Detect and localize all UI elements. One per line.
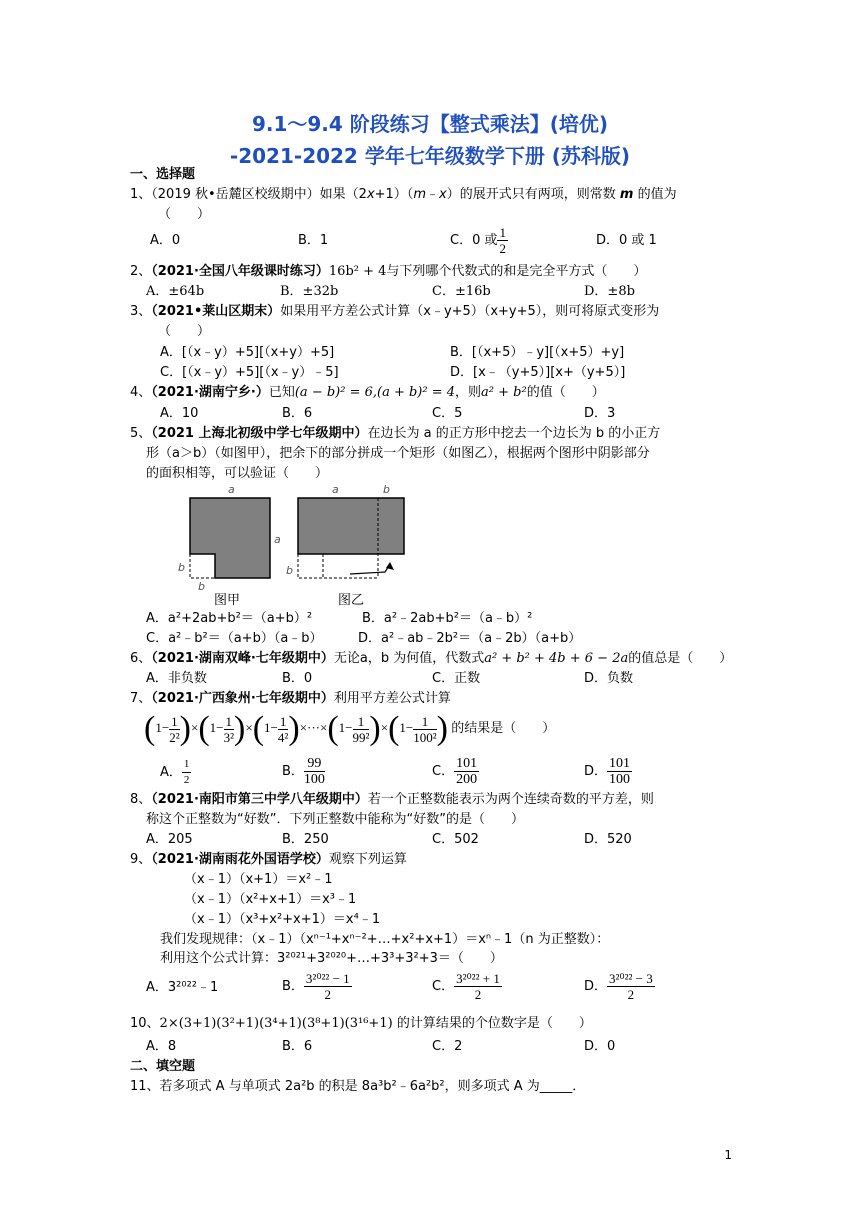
q5-option-b[interactable]: B．a²﹣2ab+b²＝（a﹣b）²	[362, 611, 533, 626]
q4-number: 4、	[130, 385, 152, 400]
q2-number: 2、	[130, 264, 152, 279]
figure-yi-cut-region	[298, 554, 378, 578]
question-10	[130, 1015, 592, 1033]
q6-text: 的值总是（ ）	[628, 651, 733, 666]
q4-text: 已知	[268, 385, 295, 400]
fraction-denominator: 3²	[223, 729, 234, 745]
q8-text-line2: 称这个正整数为“好数”．下列正整数中能称为“好数”的是（ ）	[146, 812, 524, 827]
q1-var: x	[439, 187, 447, 202]
q1-var: x	[366, 187, 375, 202]
question-3	[130, 303, 659, 321]
figure-jia-shaded-region	[190, 498, 270, 578]
q4-expression: (a − b)² = 6,(a + b)² = 4	[294, 385, 456, 400]
q9-example-2: （x﹣1）（x²+x+1）＝x³﹣1	[184, 892, 357, 907]
section-heading-fill-in: 二、填空题	[130, 1059, 196, 1074]
q6-option-c[interactable]: C．正数	[432, 671, 481, 686]
q8-option-b[interactable]: B．250	[282, 832, 329, 847]
question-4	[130, 384, 605, 402]
figure-jia-label-b-left: b	[178, 561, 185, 574]
q11-number: 11、	[130, 1079, 160, 1094]
fraction-numerator: 101	[609, 756, 631, 771]
q9-task: 利用这个公式计算：3²⁰²¹+3²⁰²⁰+…+3³+3²+3＝（ ）	[160, 951, 503, 966]
fraction-denominator: 200	[456, 772, 478, 787]
q7-option-c[interactable]	[432, 752, 479, 792]
fraction-numerator: 3²⁰²² − 3	[609, 971, 653, 986]
figure-jia-label-a-right: a	[274, 533, 281, 546]
q5-option-d[interactable]: D．a²﹣ab﹣2b²＝（a﹣2b）（a+b）	[358, 631, 582, 646]
option-label: D．	[584, 764, 608, 779]
fraction-denominator: 2²	[169, 729, 180, 745]
fraction-denominator: 100	[303, 772, 325, 787]
q3-text: 如果用平方差公式计算（x﹣y+5）（x+y+5），则可将原式变形为	[280, 304, 660, 319]
q5-number: 5、	[130, 426, 152, 441]
q7-number: 7、	[130, 691, 152, 706]
q8-option-a[interactable]: A．205	[146, 832, 193, 847]
q4-text: 的值（ ）	[526, 385, 605, 400]
q1-option-b[interactable]: B．1	[298, 233, 329, 248]
figure-yi-shaded-rect	[298, 498, 404, 554]
q6-text: 无论	[333, 651, 360, 666]
q2-option-d[interactable]: D．±8b	[584, 284, 635, 299]
fraction-denominator: 100	[609, 772, 631, 787]
q7-option-a[interactable]	[160, 756, 191, 790]
q1-var: m	[413, 187, 426, 202]
fraction-numerator: 3²⁰²² + 1	[456, 971, 500, 986]
fraction-numerator: 1	[499, 225, 506, 240]
q1-option-a[interactable]: A．0	[150, 233, 181, 248]
figure-jia-label-b-bottom: b	[198, 580, 205, 593]
q10-option-a[interactable]: A．8	[146, 1039, 177, 1054]
q6-option-b[interactable]: B．0	[282, 671, 313, 686]
figure-jia-label-a-top: a	[228, 483, 235, 496]
option-label: C．	[432, 979, 455, 994]
q9-number: 9、	[130, 852, 152, 867]
fraction-numerator: 101	[456, 756, 478, 771]
q1-number: 1、	[130, 187, 152, 202]
q2-option-b[interactable]: B．±32b	[280, 284, 339, 299]
q10-option-d[interactable]: D．0	[584, 1039, 616, 1054]
q4-source: （2021·湖南宁乡·）	[151, 385, 269, 400]
section-heading-choice: 一、选择题	[130, 167, 196, 182]
q1-var: m	[619, 187, 634, 202]
q4-option-c[interactable]: C．5	[432, 406, 463, 421]
q3-option-d[interactable]: D．[x﹣（y+5）][x+（y+5）]	[450, 365, 626, 380]
fraction-denominator: 100²	[413, 729, 437, 745]
q2-expression: 16b² + 4	[328, 264, 387, 279]
q10-expression: 2×(3+1)(3²+1)(3⁴+1)(3⁸+1)(3¹⁶+1)	[159, 1016, 393, 1031]
figure-jia-cut-square	[190, 554, 215, 578]
question-5	[130, 425, 660, 443]
q1-text: +1）（	[374, 187, 414, 202]
q10-option-c[interactable]: C．2	[432, 1039, 463, 1054]
q5-text: 在边长为 a 的正方形中挖去一个边长为 b 的小正方	[367, 426, 661, 441]
q11-text: 若多项式 A 与单项式 2a²b 的积是 8a³b²﹣6a²b²，则多项式 A 为_____．	[159, 1079, 586, 1094]
question-1	[130, 186, 677, 204]
option-label: B．	[282, 764, 304, 779]
q1-option-c-fraction	[497, 225, 508, 256]
q3-number: 3、	[130, 304, 152, 319]
figure-yi-label-a: a	[332, 483, 339, 496]
question-11	[130, 1078, 585, 1096]
q4-text: ，则	[455, 385, 482, 400]
q10-option-b[interactable]: B．6	[282, 1039, 313, 1054]
fraction-denominator: 2	[474, 987, 482, 1002]
q2-option-a[interactable]: A．±64b	[146, 284, 205, 299]
option-label: A．	[160, 765, 182, 780]
fraction-numerator: 1	[171, 713, 178, 729]
q7-option-b[interactable]	[282, 752, 325, 792]
q8-text: 若一个正整数能表示为两个连续奇数的平方差，则	[367, 792, 654, 807]
q1-text: ﹣	[426, 187, 440, 202]
q2-option-c[interactable]: C．±16b	[432, 284, 491, 299]
q1-text: 的值为	[637, 187, 677, 202]
q7-source: （2021·广西象州·七年级期中）	[151, 691, 334, 706]
q1-text: ）的展开式只有两项，则常数	[446, 187, 616, 202]
q1-option-d[interactable]: D．0 或 1	[596, 233, 657, 248]
page-number: 1	[724, 1148, 732, 1162]
q8-option-c[interactable]: C．502	[432, 832, 479, 847]
fraction-denominator: 2	[324, 987, 332, 1002]
q6-expression: a² + b² + 4b + 6 − 2a	[484, 651, 629, 666]
q3-answer-blank: （ ）	[158, 324, 211, 339]
question-2	[130, 263, 646, 281]
option-label: C．	[432, 764, 455, 779]
page-title-line2: -2021-2022 学年七年级数学下册 (苏科版)	[229, 144, 631, 168]
q5-figures	[170, 478, 430, 610]
fraction-numerator: 1	[182, 757, 192, 773]
q9-source: （2021·湖南雨花外国语学校）	[151, 852, 329, 867]
q2-source: （2021·全国八年级课时练习）	[151, 264, 329, 279]
q1-text: 如果（2	[319, 187, 367, 202]
q9-text: 观察下列运算	[328, 852, 407, 867]
q8-source: （2021·南阳市第三中学八年级期中）	[151, 792, 368, 807]
fraction-denominator: 4²	[277, 729, 289, 745]
q9-option-d[interactable]	[584, 967, 655, 1007]
q6-number: 6、	[130, 651, 152, 666]
figure-yi-label-b-left: b	[286, 564, 293, 577]
fraction-numerator: 1	[413, 714, 436, 730]
q6-source: （2021·湖南双峰·七年级期中）	[151, 651, 334, 666]
q7-product-expression: (1− $\frac{1}{\text{2²}}$ )×(1− $\frac{1}{\text{3²}}$ )×(1− $\frac{1}{\text{4²}}$ )×···×(1− $\frac{1}{\text{99²}}$ )×(1− $\frac{1}{\text{100²}}$ ) 的结果是（ ）	[144, 710, 556, 748]
q6-option-a[interactable]: A．非负数	[146, 671, 207, 686]
q3-option-a[interactable]: A．[（x﹣y）+5][（x+y）+5]	[160, 345, 335, 360]
q1-source: （2019 秋•岳麓区校级期中）	[151, 187, 320, 202]
q5-option-a[interactable]: A．a²+2ab+b²＝（a+b）²	[146, 611, 313, 626]
figure-yi-caption: 图乙	[338, 593, 365, 608]
question-9	[130, 851, 407, 869]
option-label: B．	[282, 979, 304, 994]
q9-option-a[interactable]: A．3²⁰²²﹣1	[146, 980, 219, 995]
q3-option-c[interactable]: C．[（x﹣y）+5][（x﹣y）﹣5]	[160, 365, 339, 380]
q4-expression: a² + b²	[481, 385, 527, 400]
q10-number: 10、	[130, 1016, 160, 1031]
q7-tail: 的结果是（ ）	[451, 721, 556, 736]
fraction-numerator: 3²⁰²² − 1	[305, 971, 350, 986]
q7-option-d[interactable]	[584, 752, 632, 792]
q4-option-a[interactable]: A．10	[160, 406, 199, 421]
q10-text: 的计算结果的个位数字是（ ）	[396, 1016, 592, 1031]
q1-option-c-label: C．0 或	[450, 233, 498, 248]
q8-option-d[interactable]: D．520	[584, 832, 632, 847]
q9-example-1: （x﹣1）（x+1）＝x²﹣1	[184, 872, 333, 887]
q2-text: 与下列哪个代数式的和是完全平方式（ ）	[386, 264, 647, 279]
option-label: D．	[584, 979, 608, 994]
q4-option-b[interactable]: B．6	[282, 406, 313, 421]
fraction-denominator: 99²	[352, 729, 370, 745]
fraction-denominator: 2	[627, 987, 635, 1002]
q4-option-d[interactable]: D．3	[584, 406, 616, 421]
q9-example-3: （x﹣1）（x³+x²+x+1）＝x⁴﹣1	[184, 912, 381, 927]
fraction-numerator: 99	[304, 756, 325, 772]
q8-number: 8、	[130, 792, 152, 807]
figure-yi-label-b-top: b	[383, 483, 390, 496]
question-8	[130, 791, 654, 809]
q5-text-line3: 的面积相等，可以验证（ ）	[146, 466, 329, 481]
fraction-numerator: 1	[279, 713, 287, 729]
fraction-denominator: 2	[183, 774, 190, 786]
q5-text-line2: 形（a＞b）（如图甲），把余下的部分拼成一个矩形（如图乙），根据两个图形中阴影部分	[146, 446, 650, 461]
q9-option-b[interactable]	[282, 967, 352, 1007]
q3-source: （2021•莱山区期末）	[151, 304, 281, 319]
figure-yi-arrow	[350, 564, 390, 574]
question-6	[130, 650, 732, 668]
fraction-numerator: 1	[353, 714, 370, 730]
fraction-denominator: 2	[499, 241, 506, 256]
q9-option-c[interactable]	[432, 967, 502, 1007]
page-title-line1: 9.1～9.4 阶段练习【整式乘法】(培优)	[251, 112, 609, 136]
figure-jia-caption: 图甲	[214, 593, 241, 608]
q5-source: （2021 上海北初级中学七年级期中）	[151, 426, 368, 441]
q6-option-d[interactable]: D．负数	[584, 671, 634, 686]
q9-rule: 我们发现规律：（x﹣1）（xⁿ⁻¹+xⁿ⁻²+…+x²+x+1）＝xⁿ﹣1（n 为正整数）：	[160, 932, 610, 947]
q6-text: a，b 为何值，代数式	[359, 651, 485, 666]
q7-text: 利用平方差公式计算	[333, 691, 451, 706]
q3-option-b[interactable]: B．[（x+5）﹣y][（x+5）+y]	[450, 345, 625, 360]
fraction-numerator: 1	[225, 713, 233, 729]
q1-option-c[interactable]	[450, 222, 508, 260]
q5-option-c[interactable]: C．a²﹣b²＝（a+b）（a﹣b）	[146, 631, 323, 646]
q1-answer-blank: （ ）	[158, 207, 211, 222]
question-7	[130, 690, 451, 708]
